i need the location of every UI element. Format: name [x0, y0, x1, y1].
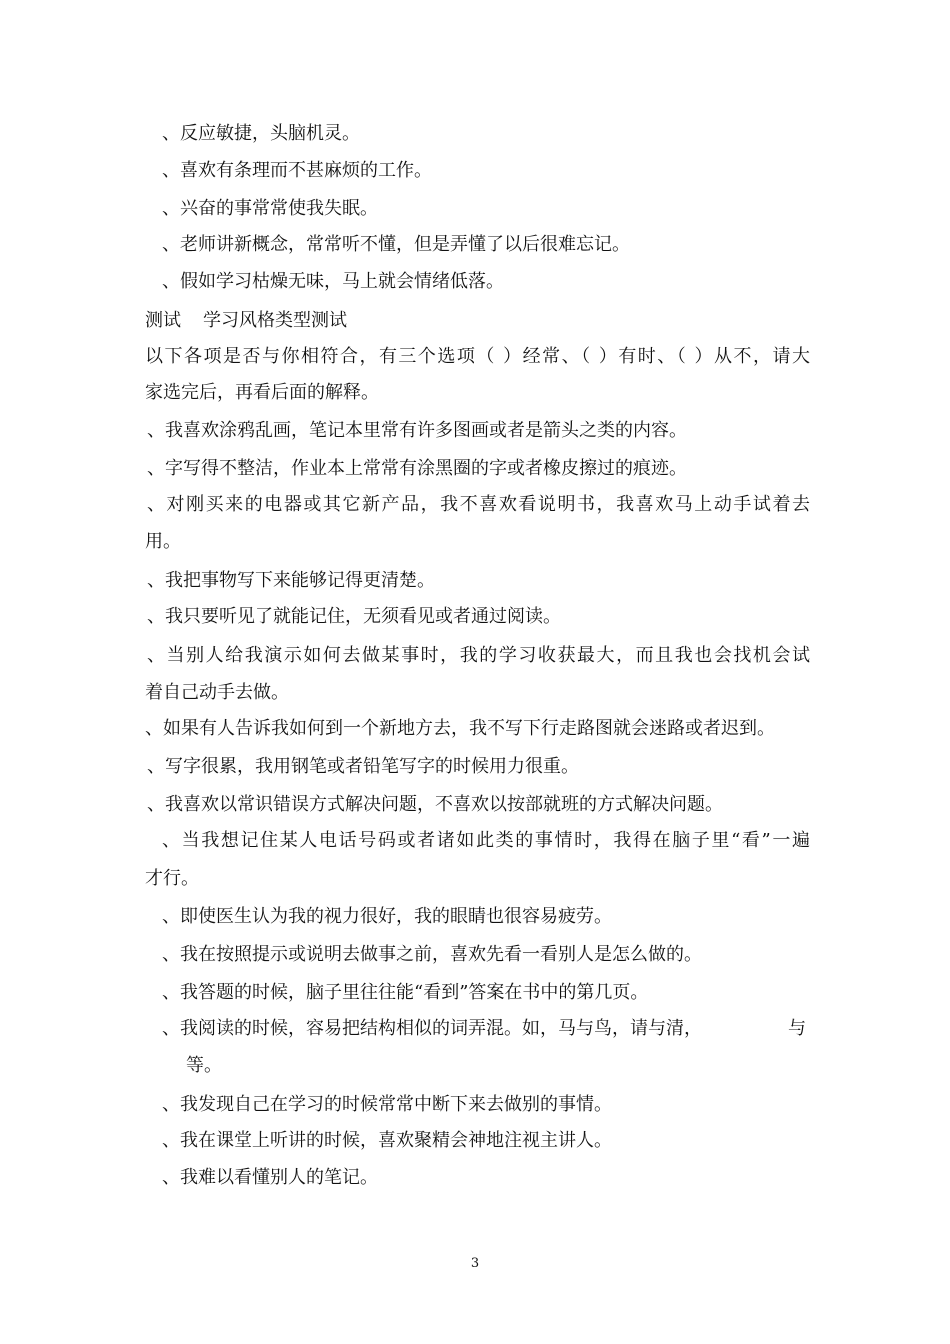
- intro-line: 家选完后，再看后面的解释。: [145, 382, 379, 403]
- text-line: 、假如学习枯燥无味，马上就会情绪低落。: [162, 271, 504, 292]
- question-item: 、写字很累，我用钢笔或者铅笔写字的时候用力很重。: [147, 756, 579, 777]
- question-item: 、我在按照提示或说明去做事之前，喜欢先看一看别人是怎么做的。: [162, 944, 702, 965]
- text-line: 、喜欢有条理而不甚麻烦的工作。: [162, 160, 432, 181]
- question-item: 、我只要听见了就能记住，无须看见或者通过阅读。: [147, 606, 561, 627]
- question-item-continuation: 用。: [145, 531, 181, 552]
- test-heading: [145, 310, 810, 332]
- question-item: 、对刚买来的电器或其它新产品，我不喜欢看说明书，我喜欢马上动手试着去: [147, 494, 810, 515]
- text-line: 、反应敏捷，头脑机灵。: [162, 123, 360, 144]
- question-item: 、我把事物写下来能够记得更清楚。: [147, 570, 435, 591]
- question-item: 、当我想记住某人电话号码或者诸如此类的事情时，我得在脑子里“看”一遍: [162, 830, 810, 851]
- test-heading-label: 测试: [145, 310, 181, 331]
- question-item-fragment: 与: [788, 1018, 806, 1039]
- question-item-continuation: 着自己动手去做。: [145, 682, 289, 703]
- question-item: 、我喜欢涂鸦乱画，笔记本里常有许多图画或者是箭头之类的内容。: [147, 420, 687, 441]
- question-item: 、我喜欢以常识错误方式解决问题，不喜欢以按部就班的方式解决问题。: [147, 794, 723, 815]
- page-number: 3: [470, 1256, 480, 1271]
- question-item: 、我答题的时候，脑子里往往能“看到”答案在书中的第几页。: [162, 982, 649, 1003]
- intro-line: 以下各项是否与你相符合，有三个选项（ ）经常、（ ）有时、（ ）从不，请大: [145, 346, 810, 367]
- text-line: 、老师讲新概念，常常听不懂，但是弄懂了以后很难忘记。: [162, 234, 630, 255]
- question-item: 、我难以看懂别人的笔记。: [162, 1167, 378, 1188]
- question-item: 、如果有人告诉我如何到一个新地方去，我不写下行走路图就会迷路或者迟到。: [145, 718, 775, 739]
- question-item: 、字写得不整洁，作业本上常常有涂黑圈的字或者橡皮擦过的痕迹。: [147, 458, 687, 479]
- question-item: 、即使医生认为我的视力很好，我的眼睛也很容易疲劳。: [162, 906, 612, 927]
- question-item: 、当别人给我演示如何去做某事时，我的学习收获最大，而且我也会找机会试: [147, 645, 810, 666]
- question-item: 、我在课堂上听讲的时候，喜欢聚精会神地注视主讲人。: [162, 1130, 612, 1151]
- question-item: 、我阅读的时候，容易把结构相似的词弄混。如，马与鸟，请与清，: [162, 1018, 702, 1039]
- text-line: 、兴奋的事常常使我失眠。: [162, 198, 378, 219]
- question-item: 、我发现自己在学习的时候常常中断下来去做别的事情。: [162, 1094, 612, 1115]
- test-heading-title: 学习风格类型测试: [203, 310, 347, 331]
- question-item-continuation: 等。: [186, 1055, 222, 1076]
- question-item-continuation: 才行。: [145, 868, 199, 889]
